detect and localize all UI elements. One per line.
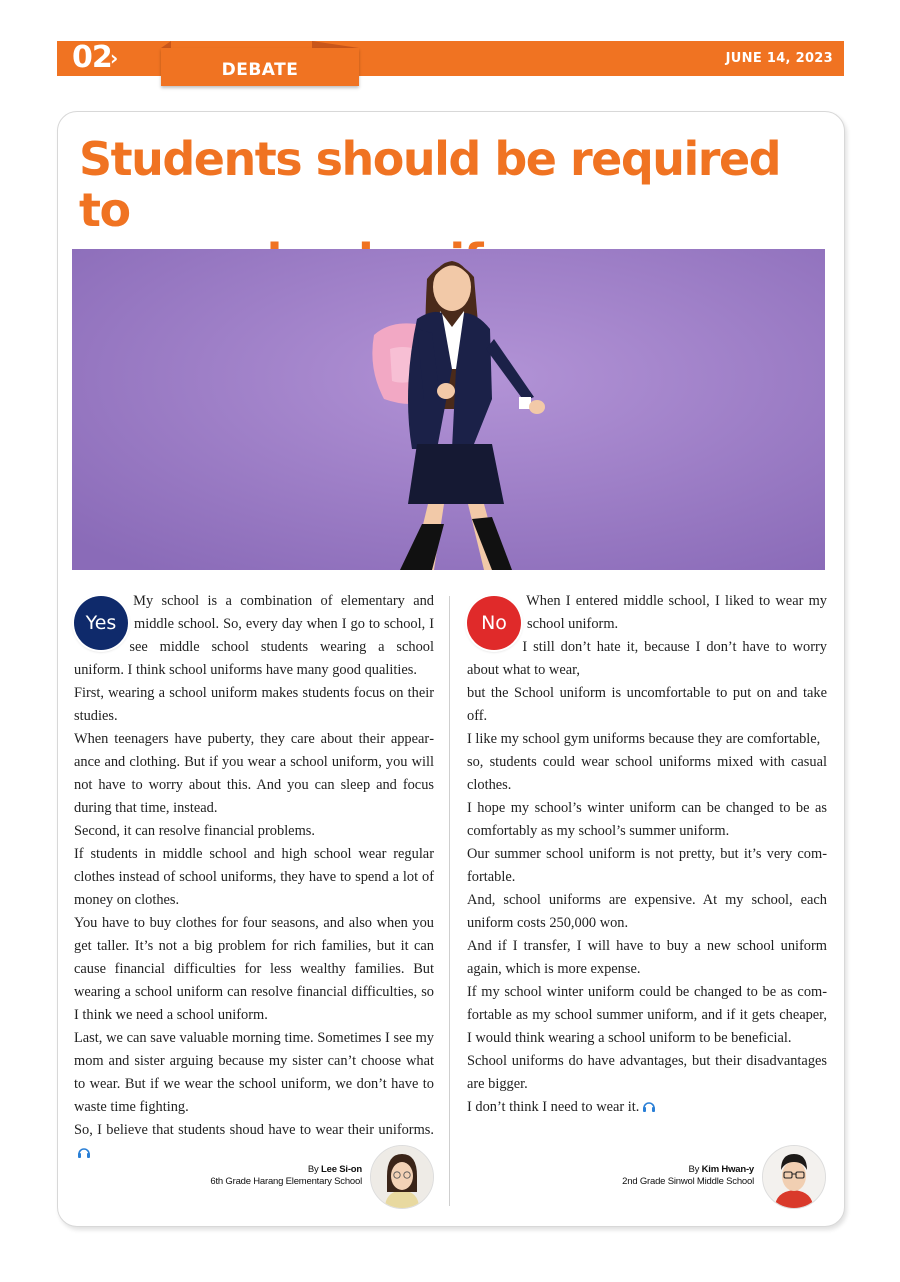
avatar [762, 1145, 826, 1209]
author-school: 6th Grade Harang Elementary School [210, 1176, 362, 1187]
no-paragraph-last [467, 1096, 827, 1119]
yes-paragraph: You have to buy clothes for four seasons, and also when you get taller. It’s not a big problem for rich families, but it can cause financial difficulties for less wealthy families. But wearing a school uniform can resolve financial difficulties, so I think we need a school uniform. [74, 915, 434, 1023]
no-paragraph: I still don’t hate it, because I don’t have to worry about what to wear, [467, 639, 827, 678]
no-paragraph: And if I transfer, I will have to buy a new school uniform again, which is more expense. [467, 938, 827, 977]
yes-paragraph: Last, we can save valuable morning time. Sometimes I see my mom and sister arguing because my sister can’t choose what to wear. But if we wear the school uniform, we don’t have to waste time fighting. [74, 1030, 434, 1115]
byline-by: By [307, 1164, 322, 1175]
author-photo-lee [371, 1146, 433, 1208]
headline-line-1: Students should be required to [79, 132, 781, 237]
no-badge: No [467, 596, 521, 650]
yes-paragraph-last-text: So, I believe that students shoud have to wear their uniforms. [74, 1122, 434, 1138]
yes-paragraph: Second, it can resolve financial problems. [74, 823, 315, 839]
column-divider [449, 596, 450, 1206]
no-paragraph: When I entered middle school, I liked to wear my school uniform. [526, 593, 827, 632]
tab-fold-decoration [312, 41, 359, 48]
author-school: 2nd Grade Sinwol Middle School [622, 1176, 754, 1187]
yes-column [74, 590, 434, 1165]
no-paragraph: School uniforms do have advantages, but their disadvantages are bigger. [467, 1053, 827, 1092]
yes-badge: Yes [74, 596, 128, 650]
no-paragraph-last-text: I don’t think I need to wear it. [467, 1099, 640, 1115]
no-paragraph: Our summer school uniform is not pretty, but it’s very comfortable. [467, 846, 827, 885]
author-name: Kim Hwan-y [701, 1164, 754, 1175]
chevron-right-icon: › [110, 46, 119, 70]
yes-byline [210, 1164, 362, 1188]
tab-fold-decoration [161, 41, 171, 48]
byline-by: By [688, 1164, 702, 1175]
headphones-icon[interactable] [77, 1143, 91, 1155]
no-paragraph: I hope my school’s winter uniform can be changed to be as comfortably as my school’s summer uniform. [467, 800, 827, 839]
page-number: 02 [72, 40, 112, 75]
no-byline [622, 1164, 754, 1188]
no-paragraph: so, students could wear school uniforms mixed with casual clothes. [467, 754, 827, 793]
section-tab[interactable]: DEBATE [161, 48, 359, 86]
no-paragraph: I like my school gym uniforms because they are comfortable, [467, 731, 821, 747]
no-paragraph: but the School uniform is uncomfortable to put on and take off. [467, 685, 827, 724]
issue-date: JUNE 14, 2023 [725, 51, 833, 66]
author-name: Lee Si-on [321, 1164, 362, 1175]
article-photo [72, 249, 825, 570]
yes-paragraph: My school is a combination of elementary and middle school. So, every day when I go to school, I see middle school students wearing a school uniform. I think school uniforms have many good qualities. [74, 593, 434, 678]
headphones-icon[interactable] [642, 1097, 656, 1109]
no-paragraph: If my school winter uniform could be changed to be as comfortable as my school summer uniform, and if it gets cheaper, I would think wearing a school uniform to be beneficial. [467, 984, 827, 1046]
yes-paragraph: First, wearing a school uniform makes students focus on their studies. [74, 685, 434, 724]
avatar [370, 1145, 434, 1209]
author-photo-kim [763, 1146, 825, 1208]
yes-paragraph: If students in middle school and high school wear regular clothes instead of school uniforms, they have to spend a lot of money on clothes. [74, 846, 434, 908]
yes-paragraph: When teenagers have puberty, they care about their appearance and clothing. But if you wear a school uniform, you will not have to worry about this. And you can sleep and focus during that time, instead. [74, 731, 434, 816]
student-photo-illustration [72, 249, 825, 570]
no-column [467, 590, 827, 1119]
no-paragraph: And, school uniforms are expensive. At my school, each uniform costs 250,000 won. [467, 892, 827, 931]
